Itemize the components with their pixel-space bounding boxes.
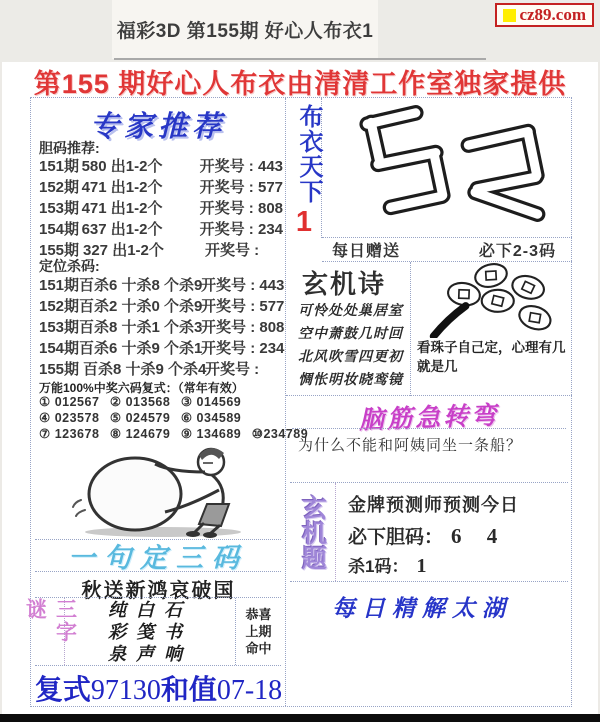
combo-item-idx: ⑦ [39, 427, 51, 441]
combo-row [39, 410, 283, 426]
row-issue: 154期 [39, 221, 80, 238]
combo-item-code: 013568 [125, 395, 171, 409]
banner-title: 第155 期好心人布衣由清清工作室独家提供 [33, 69, 567, 99]
combo-label: 万能100%中奖六码复式：（常年有效） [39, 381, 244, 395]
combo-item-code: 012567 [54, 395, 100, 409]
number-52-doodle [322, 98, 572, 238]
combo-item-code: 123678 [54, 427, 100, 441]
dan-code-label: 必下胆码： [348, 527, 444, 548]
combo-item-idx: ② [109, 395, 122, 409]
kill-row [39, 316, 283, 337]
combo-item-code: 124679 [125, 427, 171, 441]
coins-doodle [411, 262, 571, 338]
row-result: 开奖号 : 808 [199, 200, 283, 217]
row-result: 开奖号 : 577 [201, 298, 285, 315]
riddle-divider [292, 428, 566, 429]
kill-code-line [348, 552, 568, 578]
combo-item [39, 427, 99, 441]
combo-item-code: 234789 [263, 427, 309, 441]
combo-item-code: 024579 [125, 411, 171, 425]
fushi-line [31, 668, 286, 708]
row-pick: 百杀2 十杀0 个杀9 [79, 298, 203, 315]
row-pick: 百杀6 十杀9 个杀1 [79, 340, 203, 357]
kill-row [39, 358, 283, 379]
logo-square-icon [503, 9, 516, 22]
win-line: 恭喜 [245, 607, 272, 622]
row-pick: 637 出1-2个 [81, 221, 163, 238]
cartoon-man-egg [59, 442, 265, 538]
combo-item-idx: ③ [180, 395, 193, 409]
row-result: 开奖号 : 808 [201, 319, 285, 336]
sanzimi-line: 泉声响 [108, 643, 192, 664]
xuanjiti-content [336, 483, 568, 581]
poem-line: 可怜处处巢居室 [298, 304, 403, 319]
header-strip [0, 0, 600, 62]
bottom-bar [0, 714, 600, 722]
row-pick: 百杀8 十杀9 个杀4 [83, 361, 207, 378]
sanzimi-box [23, 597, 281, 666]
kill-row [39, 295, 283, 316]
xuanjishi-title: 玄机诗 [302, 269, 387, 299]
row-issue: 152期 [39, 298, 80, 315]
xuanjishi-section [286, 262, 572, 396]
combo-item [181, 395, 241, 409]
row-result: 开奖号 : 443 [199, 158, 283, 175]
row-issue: 155期 [39, 242, 80, 259]
sanzimi-lines [65, 598, 235, 665]
sanzimi-win-note [235, 598, 281, 665]
combo-item-idx: ⑨ [180, 427, 193, 441]
combo-item [39, 411, 99, 425]
combo-item-idx: ① [39, 395, 51, 409]
page-title-box [112, 0, 378, 59]
row-pick: 471 出1-2个 [81, 200, 163, 217]
combo-item-code: 023578 [54, 411, 100, 425]
combo-row [39, 394, 283, 410]
combo-item-idx: ⑩ [251, 427, 264, 441]
buyi-strip [286, 98, 322, 238]
kill-section-label: 定位杀码: [39, 258, 100, 274]
combo-item [181, 411, 241, 425]
row-issue: 153期 [39, 200, 80, 217]
buyi-vertical-label: 布衣天下 [295, 104, 322, 204]
row-pick: 327 出1-2个 [83, 242, 164, 259]
sentence-strip [35, 539, 281, 572]
combo-row [39, 426, 309, 442]
sanzimi-line: 纯白石 [108, 599, 192, 620]
combo-item [181, 427, 241, 441]
poem-line: 空中萧鼓几时回 [298, 327, 403, 342]
row-pick: 580 出1-2个 [81, 158, 163, 175]
coin-note: 看珠子自己定，心理有几就是几 [417, 340, 566, 374]
combo-item [110, 395, 170, 409]
kill-row [39, 274, 283, 295]
kill-code-value: 1 [416, 555, 427, 577]
combo-item-code: 134689 [196, 427, 242, 441]
prediction-line: 金牌预测师预测今日 [348, 495, 519, 515]
row-issue: 151期 [39, 158, 80, 175]
row-issue: 155期 [39, 361, 80, 378]
poem-line: 惆怅明妆晓鸾镜 [298, 373, 403, 388]
row-result: 开奖号 : [205, 242, 260, 259]
sentence-text: 秋送新鸿哀破国 [81, 580, 236, 602]
row-pick: 百杀6 十杀8 个杀9 [79, 277, 203, 294]
riddle-title: 脑筋急转弯 [358, 401, 500, 435]
logo-text: cz89.com [519, 5, 586, 24]
row-issue: 154期 [39, 340, 80, 357]
buyi-number: 1 [295, 206, 313, 238]
expert-title: 专家推荐 [89, 111, 226, 143]
combo-rows [39, 394, 309, 442]
kill-row [39, 337, 283, 358]
win-line: 命中 [245, 641, 272, 656]
combo-item-idx: ⑧ [109, 427, 122, 441]
sanzimi-vertical-label: 三字谜 [35, 598, 65, 665]
combo-item-code: 034589 [196, 411, 242, 425]
coins-area [410, 262, 572, 396]
row-result: 开奖号 : 443 [201, 277, 285, 294]
must-label: 必下2-3码 [478, 243, 556, 260]
row-pick: 百杀8 十杀1 个杀3 [79, 319, 203, 336]
main-frame [23, 97, 572, 707]
combo-item-idx: ⑥ [180, 411, 193, 425]
site-logo[interactable] [495, 3, 594, 27]
xuanjishi-poem [298, 300, 410, 392]
hezhi-label: 和值 [160, 674, 217, 705]
combo-item-code: 014569 [196, 395, 242, 409]
page-title: 福彩3D 第155期 好心人布衣1 [116, 21, 374, 42]
gift-row [322, 238, 572, 262]
hezhi-value: 07-18 [216, 675, 283, 706]
sentence-title: 一句定三码 [68, 543, 248, 573]
title-underline [114, 58, 486, 60]
dan-code-value: 6 4 [451, 524, 508, 548]
row-pick: 471 出1-2个 [81, 179, 163, 196]
row-issue: 151期 [39, 277, 80, 294]
gift-label: 每日赠送 [332, 243, 401, 260]
dan-row [39, 218, 283, 239]
xuanjiti-box [290, 482, 568, 582]
combo-item-idx: ④ [39, 411, 51, 425]
dan-row [39, 197, 283, 218]
row-result: 开奖号 : 234 [199, 221, 283, 238]
row-result: 开奖号 : [205, 361, 260, 378]
dan-row [39, 155, 283, 176]
xuanjiti-vertical-label: 玄机题 [290, 483, 336, 581]
xuanjiti-footer: 每日精解太湖 [332, 596, 512, 621]
combo-item-idx: ⑤ [109, 411, 122, 425]
row-issue: 153期 [39, 319, 80, 336]
row-result: 开奖号 : 234 [201, 340, 285, 357]
kill-rows [39, 274, 283, 379]
combo-item [39, 395, 99, 409]
dan-code-line [348, 522, 568, 549]
poem-line: 北风吹雪四更初 [298, 350, 403, 365]
dan-row [39, 176, 283, 197]
combo-item [110, 427, 170, 441]
fushi-value: 97130 [90, 675, 161, 706]
fushi-label: 复式 [34, 674, 91, 705]
row-issue: 152期 [39, 179, 80, 196]
row-result: 开奖号 : 577 [199, 179, 283, 196]
win-line: 上期 [245, 624, 272, 639]
kill-code-label: 杀1码： [348, 557, 409, 576]
combo-item [110, 411, 170, 425]
riddle-question: 为什么不能和阿姨同坐一条船？ [298, 437, 523, 454]
dan-section-label: 胆码推荐: [39, 140, 100, 156]
dan-rows [39, 155, 283, 260]
sanzimi-line: 彩笺书 [108, 621, 192, 642]
buyi-panel [286, 98, 572, 706]
